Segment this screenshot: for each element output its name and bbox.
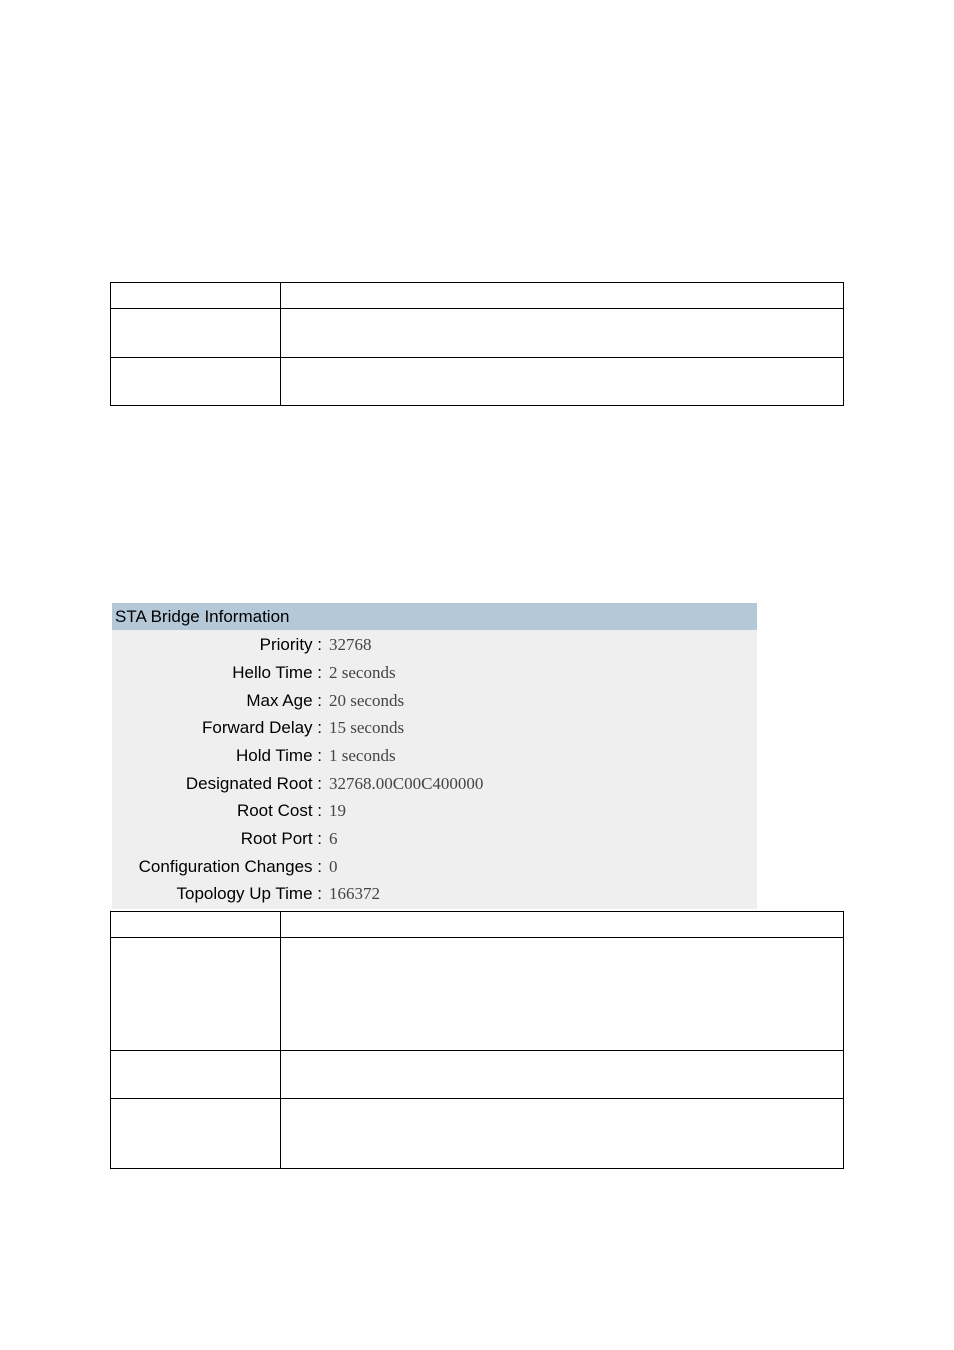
info-label: Configuration Changes : [138,857,322,876]
info-row-root-port [112,825,757,852]
table-cell [111,358,281,406]
info-value: 0 [329,857,338,876]
info-value: 19 [329,801,346,820]
table-cell [281,283,844,309]
info-value: 20 seconds [329,691,405,710]
info-row-priority [112,631,757,658]
info-label: Forward Delay : [202,718,322,737]
info-row-hold-time [112,742,757,769]
info-label: Designated Root : [185,774,322,793]
top-description-table [110,282,844,406]
table-row [111,938,844,1051]
info-value: 2 seconds [329,663,396,682]
table-cell [111,1051,281,1099]
table-row [111,309,844,358]
table-cell [111,283,281,309]
info-value: 32768 [329,635,372,654]
info-row-topology-up-time [112,880,757,907]
table-row [111,1099,844,1169]
info-row-forward-delay [112,714,757,741]
sta-bridge-information-panel [112,603,757,909]
info-value: 6 [329,829,338,848]
table-row [111,1051,844,1099]
table-cell [281,1051,844,1099]
table-row [111,358,844,406]
table-cell [281,938,844,1051]
info-value: 32768.00C00C400000 [329,774,484,793]
panel-title: STA Bridge Information [112,603,757,630]
table-cell [281,358,844,406]
info-label: Root Cost : [236,801,322,820]
table-cell [111,1099,281,1169]
info-label: Priority : [259,635,322,654]
info-label: Max Age : [246,691,322,710]
info-value: 15 seconds [329,718,405,737]
table-cell [281,912,844,938]
info-row-designated-root [112,770,757,797]
info-label: Root Port : [240,829,322,848]
table-cell [281,1099,844,1169]
info-label: Hello Time : [232,663,322,682]
table-row [111,912,844,938]
info-value: 1 seconds [329,746,396,765]
table-cell [111,309,281,358]
bottom-description-table [110,911,844,1169]
table-cell [111,938,281,1051]
info-value: 166372 [329,884,380,903]
table-row [111,283,844,309]
info-label: Topology Up Time : [176,884,322,903]
table-cell [111,912,281,938]
table-cell [281,309,844,358]
info-row-configuration-changes [112,853,757,880]
info-row-max-age [112,687,757,714]
info-row-root-cost [112,797,757,824]
info-row-hello-time [112,659,757,686]
info-label: Hold Time : [236,746,322,765]
